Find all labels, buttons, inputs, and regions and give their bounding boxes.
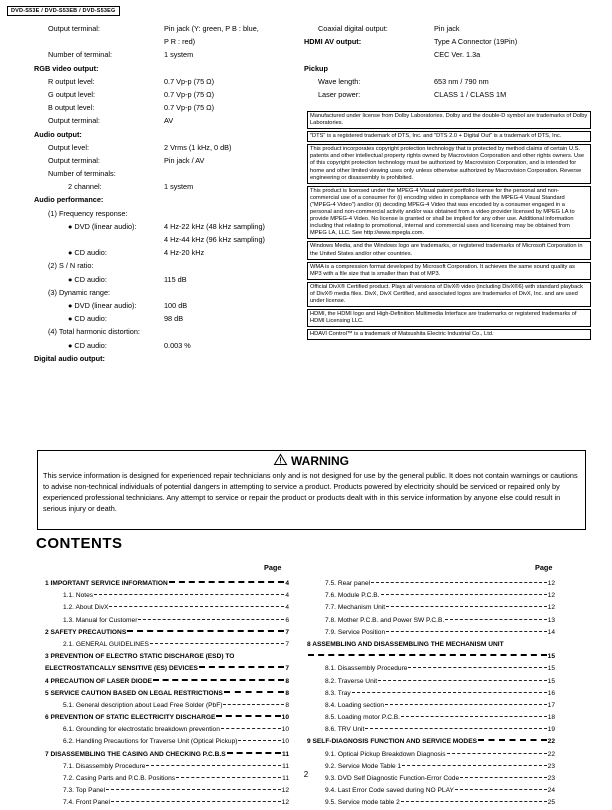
toc-entry-page: 18 [547, 714, 555, 722]
toc-entry-page: 12 [547, 592, 555, 600]
toc-leader [402, 765, 547, 766]
toc-leader [447, 753, 547, 754]
toc-entry-page: 13 [547, 616, 555, 624]
toc-entry-page: 15 [547, 665, 555, 673]
spec-label: ● CD audio: [68, 274, 107, 284]
toc-leader [169, 581, 285, 583]
toc-entry-page: 25 [547, 799, 555, 807]
spec-label: RGB video output: [34, 63, 99, 73]
toc-leader [146, 765, 281, 766]
toc-entry[interactable] [307, 797, 555, 809]
toc-entry-title: 7.6. Module P.C.B. [325, 592, 380, 600]
spec-value: 1 system [164, 50, 194, 60]
toc-leader [238, 740, 280, 741]
toc-leader [386, 606, 547, 607]
toc-entry-page: 24 [547, 787, 555, 795]
toc-entry-page: 22 [547, 738, 555, 746]
spec-label: ● DVD (linear audio): [68, 300, 137, 310]
toc-entry[interactable] [45, 676, 289, 688]
toc-entry-page: 10 [281, 726, 289, 734]
spec-label: Output terminal: [48, 155, 100, 165]
toc-entry-title: 2.1. GENERAL GUIDELINES [63, 640, 149, 648]
spec-label: Audio output: [34, 129, 82, 139]
spec-value: 653 nm / 790 nm [434, 76, 489, 86]
spec-row [36, 75, 284, 88]
spec-row [36, 273, 284, 286]
toc-entry-page: 6 [285, 616, 289, 624]
spec-row [306, 48, 578, 61]
toc-entry[interactable] [307, 639, 555, 651]
spec-label: (2) S / N ratio: [48, 261, 94, 271]
license-notice: WMA is a compression format developed by Microsoft Corporation. It achieves the same sound quality as MP3 with a file size that is smaller than that of MP3. [307, 262, 591, 280]
license-notice: Windows Media, and the Windows logo are trademarks, or registered trademarks of Microsoft Corporation in the United States and/or other countries. [307, 241, 591, 259]
toc-entry[interactable] [307, 602, 555, 614]
warning-title: WARNING [291, 454, 349, 468]
spec-label: R output level: [48, 76, 95, 86]
spec-row [306, 75, 578, 88]
toc-leader [386, 631, 547, 632]
toc-entry-page: 19 [547, 726, 555, 734]
spec-value: 4 Hz-22 kHz (48 kHz sampling) [164, 221, 265, 231]
toc-entry[interactable] [307, 663, 555, 675]
toc-entry[interactable] [307, 712, 555, 724]
toc-entry[interactable] [45, 749, 289, 761]
spec-label: Number of terminal: [48, 50, 113, 60]
license-notice: Official DivX® Certified product. Plays all versions of DivX® video (including DivX®6) with standard playback of DivX® media files. DivX, DivX Certified, and associated logos are trademarks of DivX, Inc. and are used under license. [307, 282, 591, 307]
toc-entry-title: 7 DISASSEMBLING THE CASING AND CHECKING P.C.B.S [45, 750, 226, 758]
toc-entry[interactable] [45, 736, 289, 748]
toc-entry-page: 7 [285, 628, 289, 636]
toc-entry-title: 2 SAFETY PRECAUTIONS [45, 628, 127, 636]
spec-label: Digital audio output: [34, 353, 105, 363]
toc-entry-page: 22 [547, 750, 555, 758]
toc-leader [216, 715, 280, 717]
toc-leader [371, 582, 547, 583]
toc-entry-title: 1.3. Manual for Customer [63, 616, 138, 624]
toc-entry-page: 7 [285, 665, 289, 673]
spec-label: B output level: [48, 103, 95, 113]
spec-label: ● CD audio: [68, 314, 107, 324]
spec-label: HDMI AV output: [304, 37, 362, 47]
spec-label: Coaxial digital output: [318, 24, 388, 33]
toc-leader [127, 630, 284, 632]
toc-leader [445, 619, 546, 620]
toc-entry-page: 8 [285, 701, 289, 709]
toc-entry[interactable] [307, 736, 555, 748]
toc-leader [150, 643, 284, 644]
spec-row [36, 352, 284, 365]
spec-row [306, 88, 578, 101]
spec-label: Output terminal: [48, 116, 100, 126]
toc-entry[interactable] [307, 651, 555, 663]
toc-leader [401, 801, 547, 802]
toc-entry-page: 12 [547, 580, 555, 587]
toc-entry-page: 10 [281, 714, 289, 722]
spec-row [36, 128, 284, 141]
warning-box [37, 450, 586, 530]
toc-leader [365, 728, 546, 729]
toc-entry-title: 7.3. Top Panel [63, 787, 106, 795]
toc-entry-page: 10 [281, 738, 289, 746]
toc-entry-page: 16 [547, 689, 555, 697]
toc-entry-page: 15 [547, 653, 555, 661]
toc-leader [153, 679, 284, 681]
toc-entry[interactable] [307, 615, 555, 627]
license-notice: HDMI, the HDMI logo and High-Definition Multimedia Interface are trademarks or registered trademarks of HDMI Licensing LLC. [307, 309, 591, 327]
spec-label: G output level: [48, 89, 96, 99]
spec-label: Output level: [48, 142, 89, 152]
toc-entry[interactable] [45, 590, 289, 602]
toc-leader [224, 691, 285, 693]
toc-entry-title: 5.1. General description about Lead Free Solder (PbF) [63, 701, 223, 709]
toc-entry[interactable] [45, 602, 289, 614]
toc-entry-page: 11 [282, 762, 289, 770]
toc-entry-page: 11 [282, 750, 289, 758]
toc-leader [199, 666, 284, 668]
toc-entry[interactable] [45, 688, 289, 700]
toc-entry[interactable] [45, 712, 289, 724]
spec-row [36, 154, 284, 167]
spec-label: Wave length: [318, 76, 361, 86]
license-notice: This product is licensed under the MPEG-4 Visual patent portfolio license for the personal and non-commercial use of a consumer for (i) encoding video in compliance with the MPEG-4 Visual Standard ("MPEG-4 Video") and/or (ii) decoding MPEG-4 Video that was encoded by a consumer engaged in a personal and non-commercial activity and/or was obtained from a video provider licensed by MPEG LA to provide MPEG-4 Video. No license is granted or shall be implied for any other use. Additional information including that relating to promotional, internal and commercial uses and licensing may be obtained from MPEG LA, LLC. See http://www.mpegla.com. [307, 186, 591, 240]
spec-row [36, 180, 284, 193]
toc-entry-title: 7.1. Disassembly Procedure [63, 762, 146, 770]
spec-value: CEC Ver. 1.3a [434, 50, 481, 60]
toc-entry-page: 23 [547, 762, 555, 770]
license-notices [307, 111, 591, 342]
spec-row [36, 246, 284, 259]
toc-entry-title: 6.2. Handling Precautions for Traverse Unit (Optical Pickup) [63, 738, 238, 746]
toc-leader [352, 692, 547, 693]
toc-entry[interactable] [45, 627, 289, 639]
spec-value: 2 Vrms (1 kHz, 0 dB) [164, 142, 232, 152]
spec-row [36, 114, 284, 127]
spec-value: 98 dB [164, 314, 184, 324]
toc-entry[interactable] [307, 676, 555, 688]
toc-entry[interactable] [307, 688, 555, 700]
toc-entry-title: 9 SELF-DIAGNOSIS FUNCTION AND SERVICE MODES [307, 738, 477, 746]
toc-leader [94, 594, 284, 595]
toc-entry-page: 4 [285, 592, 289, 600]
spec-value: Pin jack / AV [164, 155, 205, 165]
toc-entry-title: 7.9. Service Position [325, 628, 386, 636]
page-number: 2 [303, 770, 309, 779]
page-column-header-left: Page [264, 563, 282, 572]
spec-label: Pickup [304, 63, 328, 73]
toc-entry[interactable] [307, 590, 555, 602]
license-notice: HDAVI Control™ is a trademark of Matsushita Electric Industrial Co., Ltd. [307, 329, 591, 340]
toc-leader [223, 704, 284, 705]
toc-entry-title: 4 PRECAUTION OF LASER DIODE [45, 677, 152, 685]
spec-row [36, 339, 284, 352]
spec-list-right [306, 22, 578, 101]
spec-label: ● DVD (linear audio): [68, 221, 137, 231]
toc-entry-title: ELECTROSTATICALLY SENSITIVE (ES) DEVICES [45, 665, 198, 673]
toc-entry-title: 7.8. Mother P.C.B. and Power SW P.C.B. [325, 616, 445, 624]
license-notice: Manufactured under license from Dolby Laboratories. Dolby and the double-D symbol are trademarks of Dolby Laboratories. [307, 111, 591, 129]
toc-entry[interactable] [45, 615, 289, 627]
spec-list-left [36, 22, 284, 365]
toc-entry-title: 8.5. Loading motor P.C.B. [325, 714, 401, 722]
toc-leader [111, 801, 281, 802]
spec-value: Pin jack (Y: green, P B : blue, [164, 24, 259, 33]
toc-entry-page: 15 [547, 677, 555, 685]
spec-row [36, 167, 284, 180]
spec-value: 0.7 Vp-p (75 Ω) [164, 103, 215, 113]
toc-entry-title: 3 PREVENTION OF ELECTRO STATIC DISCHARGE (ESD) TO [45, 653, 235, 661]
spec-value: CLASS 1 / CLASS 1M [434, 89, 507, 99]
toc-entry[interactable] [307, 578, 555, 590]
toc-entry[interactable] [45, 578, 289, 590]
toc-entry-page: 4 [285, 604, 289, 612]
toc-entry-title: 6.1. Grounding for electrostatic breakdown prevention [63, 726, 220, 734]
toc-entry[interactable] [307, 785, 555, 797]
spec-value: Pin jack [434, 24, 460, 33]
toc-entry-page: 17 [547, 701, 555, 709]
toc-entry[interactable] [45, 651, 289, 663]
warning-triangle-icon [274, 454, 287, 469]
toc-leader [138, 619, 284, 620]
toc-leader [455, 789, 547, 790]
spec-row [36, 62, 284, 75]
spec-row [36, 141, 284, 154]
spec-row [36, 207, 284, 220]
toc-entry-title: 9.4. Last Error Code saved during NO PLAY [325, 787, 454, 795]
spec-value: 1 system [164, 182, 194, 192]
toc-entry[interactable] [307, 724, 555, 736]
spec-label: (1) Frequency response: [48, 208, 128, 218]
toc-leader [308, 654, 547, 656]
model-tag: DVD-S53E / DVD-S53EB / DVD-S53EG [7, 6, 120, 16]
toc-entry-title: 8.6. TRV Unit [325, 726, 365, 734]
toc-leader [221, 728, 281, 729]
toc-leader [478, 739, 547, 741]
spec-value: 4 Hz-44 kHz (96 kHz sampling) [164, 235, 265, 244]
toc-entry-title: 1.1. Notes [63, 592, 94, 600]
spec-value: 0.003 % [164, 340, 191, 350]
toc-entry[interactable] [307, 627, 555, 639]
spec-row [36, 259, 284, 272]
toc-entry-page: 12 [547, 604, 555, 612]
spec-label: 2 channel: [68, 182, 102, 192]
spec-value: P R : red) [164, 37, 196, 47]
spec-row [36, 286, 284, 299]
contents-title: CONTENTS [36, 535, 123, 552]
toc-leader [227, 752, 281, 754]
toc-entry-page: 12 [281, 787, 289, 795]
toc-entry[interactable] [45, 663, 289, 675]
spec-row [306, 62, 578, 75]
toc-entry-page: 4 [285, 580, 289, 587]
toc-entry-title: 9.2. Service Mode Table 1 [325, 762, 402, 770]
toc-entry-page: 7 [285, 640, 289, 648]
spec-row [36, 88, 284, 101]
toc-entry-title: 7.7. Mechanism Unit [325, 604, 386, 612]
toc-entry-title: 9.3. DVD Self Diagnostic Function-Error Code [325, 775, 460, 782]
toc-entry-title: 9.1. Optical Pickup Breakdown Diagnosis [325, 750, 446, 758]
toc-leader [408, 667, 546, 668]
toc-entry[interactable] [45, 797, 289, 809]
toc-entry[interactable] [307, 700, 555, 712]
spec-label: Audio performance: [34, 195, 104, 205]
spec-value: 4 Hz-20 kHz [164, 248, 205, 258]
license-notice: This product incorporates copyright protection technology that is protected by method claims of certain U.S. patents and other intellectual property rights owned by Macrovision Corporation and other rights owners. Use of this copyright protection technology must be authorized by Macrovision Corporation, and is intended for home and other limited viewing uses only unless otherwise authorized by Macrovision Corporation. Reverse engineering or disassembly is prohibited. [307, 144, 591, 183]
toc-entry-page: 8 [285, 689, 289, 697]
spec-label: Number of terminals: [48, 169, 116, 179]
toc-entry-title: 1 IMPORTANT SERVICE INFORMATION [45, 580, 168, 587]
spec-label: Laser power: [318, 89, 361, 99]
toc-entry-title: 8.1. Disassembly Procedure [325, 665, 408, 673]
toc-entry-page: 12 [281, 799, 289, 807]
toc-entry-title: 1.2. About DivX [63, 604, 109, 612]
warning-text: This service information is designed for experienced repair technicians only and is not designed for use by the general public. It does not contain warnings or cautions to advise non-technical individuals of potential dangers in attempting to service a product. Products powered by electricity should be serviced or repaired only by experienced professional technicians. Any attempt to service or repair the product or products dealt with in this service information by anyone else could result in serious injury or death. [43, 471, 578, 513]
toc-entry-title: 8 ASSEMBLING AND DISASSEMBLING THE MECHANISM UNIT [307, 640, 504, 648]
toc-entry-title: 8.3. Tray [325, 689, 351, 697]
toc-entry-page: 11 [282, 775, 289, 782]
spec-row [36, 101, 284, 114]
toc-leader [401, 716, 547, 717]
toc-entry-title: 8.4. Loading section [325, 701, 385, 709]
spec-value: 0.7 Vp-p (75 Ω) [164, 76, 215, 86]
toc-leader [381, 594, 547, 595]
spec-row [306, 22, 578, 35]
spec-row [36, 233, 284, 246]
toc-leader [106, 789, 281, 790]
spec-row [36, 312, 284, 325]
spec-value: 115 dB [164, 274, 187, 284]
toc-leader [378, 680, 547, 681]
spec-row [36, 299, 284, 312]
page-column-header-right: Page [535, 563, 553, 572]
toc-entry-title: 9.5. Service mode table 2 [325, 799, 400, 807]
toc-entry-page: 23 [547, 775, 555, 782]
spec-row [36, 193, 284, 206]
spec-label: ● CD audio: [68, 248, 107, 258]
toc-entry[interactable] [307, 749, 555, 761]
toc-entry-title: 7.2. Casing Parts and P.C.B. Positions [63, 775, 176, 782]
spec-label: (3) Dynamic range: [48, 287, 111, 297]
spec-row [36, 35, 284, 48]
spec-row [36, 22, 284, 35]
toc-entry-title: 7.4. Front Panel [63, 799, 110, 807]
spec-value: 100 dB [164, 300, 188, 310]
toc-entry-title: 8.2. Traverse Unit [325, 677, 378, 685]
spec-label: Output terminal: [48, 24, 100, 33]
toc-entry-title: 6 PREVENTION OF STATIC ELECTRICITY DISCHARGE [45, 714, 216, 722]
spec-row [36, 48, 284, 61]
toc-entry[interactable] [45, 700, 289, 712]
toc-leader [109, 606, 284, 607]
toc-entry[interactable] [45, 785, 289, 797]
spec-value: Type A Connector (19Pin) [434, 37, 518, 47]
spec-row [306, 35, 578, 48]
toc-entry-title: 5 SERVICE CAUTION BASED ON LEGAL RESTRICTIONS [45, 689, 223, 697]
spec-value: 0.7 Vp-p (75 Ω) [164, 89, 215, 99]
spec-row [36, 325, 284, 338]
toc-entry[interactable] [45, 639, 289, 651]
warning-heading [38, 454, 585, 469]
toc-entry-page: 14 [547, 628, 555, 636]
spec-label: ● CD audio: [68, 340, 107, 350]
spec-label: (4) Total harmonic distortion: [48, 327, 140, 337]
toc-entry-title: 7.5. Rear panel [325, 580, 371, 587]
toc-entry-page: 8 [285, 677, 289, 685]
toc-leader [385, 704, 547, 705]
spec-row [36, 220, 284, 233]
license-notice: "DTS" is a registered trademark of DTS, Inc. and "DTS 2.0 + Digital Out" is a trademark of DTS, Inc. [307, 131, 591, 142]
toc-entry[interactable] [45, 724, 289, 736]
spec-value: AV [164, 116, 174, 126]
